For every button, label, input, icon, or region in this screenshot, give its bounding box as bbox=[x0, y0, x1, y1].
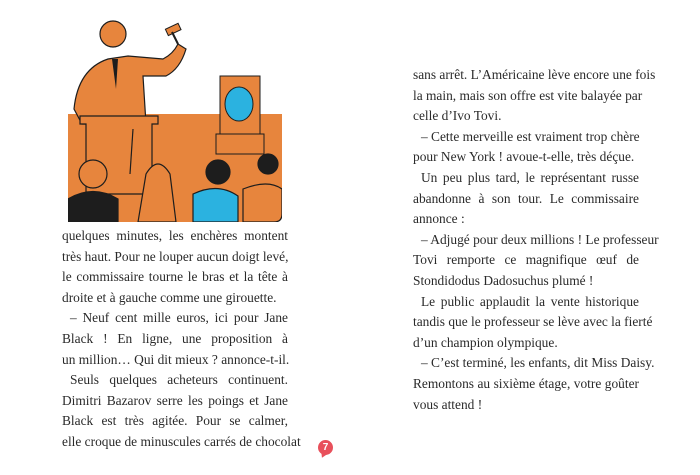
text-line: le commissaire tourne le bras et la tête à bbox=[62, 269, 288, 285]
text-line: Black ! En ligne, une proposition à bbox=[62, 330, 288, 346]
text-line: – Neuf cent mille euros, ici pour Jane bbox=[70, 310, 288, 326]
text-line: sans arrêt. L’Américaine lève encore une fois bbox=[413, 67, 656, 82]
text-line: abandonne à son tour. Le commissaire bbox=[413, 190, 639, 206]
text-line: Dimitri Bazarov serre les poings et Jane bbox=[62, 392, 288, 408]
egg-display-case bbox=[216, 76, 264, 154]
text-line: quelques minutes, les enchères montent bbox=[62, 228, 288, 243]
auctioneer bbox=[74, 21, 186, 124]
text-line: Remontons au sixième étage, votre goûter bbox=[413, 375, 639, 391]
text-line: Black est très agitée. Pour se calmer, bbox=[62, 413, 288, 429]
text-line: tandis que le professeur se lève avec la fierté bbox=[413, 314, 653, 330]
left-page-text bbox=[62, 226, 301, 453]
text-line: très haut. Pour ne louper aucun doigt levé, bbox=[62, 248, 289, 264]
text-line: Le public applaudit la vente historique bbox=[421, 293, 639, 309]
text-line: Un peu plus tard, le représentant russe bbox=[421, 169, 639, 185]
right-page-text bbox=[413, 65, 659, 415]
text-line: Stondidodus Dadosuchus plumé ! bbox=[413, 272, 594, 288]
text-line: un million… Qui dit mieux ? annonce-t-il. bbox=[62, 351, 290, 367]
text-line: d’un champion olympique. bbox=[413, 334, 558, 350]
auction-illustration bbox=[68, 14, 282, 222]
text-line: droite et à gauche comme une girouette. bbox=[62, 289, 277, 305]
text-line: – Adjugé pour deux millions ! Le professeur bbox=[421, 231, 659, 247]
text-line: – Cette merveille est vraiment trop chère bbox=[421, 128, 640, 144]
text-line: Seuls quelques acheteurs continuent. bbox=[70, 372, 288, 388]
text-line: vous attend ! bbox=[413, 396, 483, 412]
text-line: annonce : bbox=[413, 211, 465, 227]
text-line: pour New York ! avoue-t-elle, très déçue. bbox=[413, 149, 635, 165]
text-line: celle d’Ivo Tovi. bbox=[413, 108, 502, 124]
text-line: elle croque de minuscules carrés de chocolat bbox=[62, 433, 301, 449]
text-line: Tovi remporte ce magnifique œuf de bbox=[413, 252, 639, 268]
text-line: – C’est terminé, les enfants, dit Miss Daisy. bbox=[421, 355, 655, 371]
page-number-badge: 7 bbox=[318, 440, 333, 455]
text-line: la main, mais son offre est vite balayée par bbox=[413, 87, 643, 103]
